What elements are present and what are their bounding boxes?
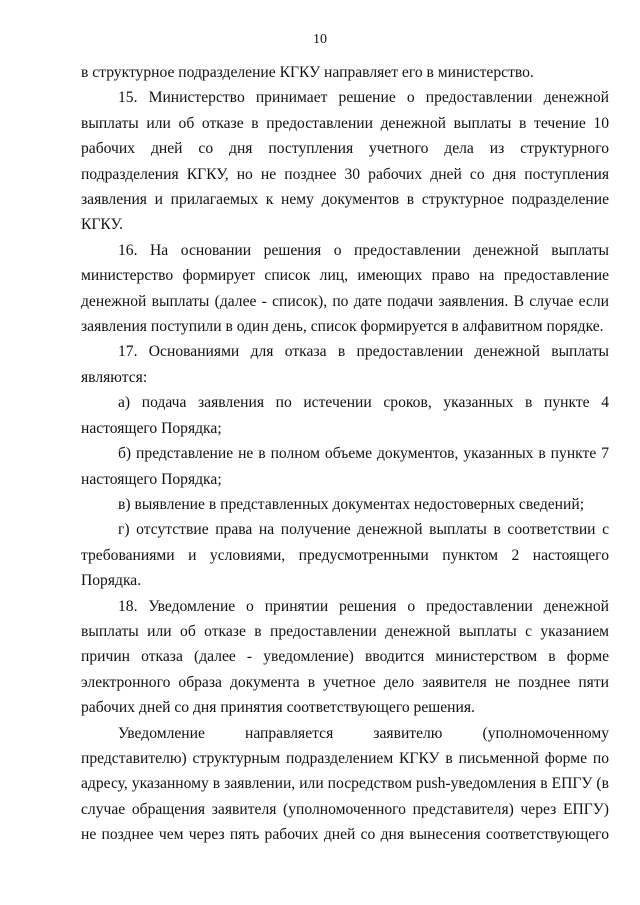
list-item-v: в) выявление в представленных документах недостоверных сведений; — [118, 495, 585, 513]
paragraph-18: 18. Уведомление о принятии решения о предоставлении денежной выплаты или об отказе в предоставлении денежной выплаты с указанием причин отказа (далее - уведомление) вводится министерством в форме электронного образа документа в учетное дело заявителя не позднее пяти рабочих дней со дня принятия соответствующего решения. — [81, 597, 609, 717]
page-number: 10 — [313, 32, 327, 47]
list-item-g: г) отсутствие права на получение денежной выплаты в соответствии с требованиями и условиями, предусмотренными пунктом 2 настоящего Порядка. — [81, 521, 609, 590]
paragraph-continuation: в структурное подразделение КГКУ направляет его в министерство. — [81, 64, 534, 81]
list-item-a: а) подача заявления по истечении сроков, указанных в пункте 4 настоящего Порядка; — [81, 394, 609, 437]
list-item-b: б) представление не в полном объеме документов, указанных в пункте 7 настоящего Порядка; — [81, 445, 609, 488]
paragraph-17: 17. Основаниями для отказа в предоставлении денежной выплаты являются: — [81, 343, 609, 386]
paragraph-16: 16. На основании решения о предоставлении денежной выплаты министерство формирует список лиц, имеющих право на предоставление денежной выплаты (далее - список), по дате подачи заявления. В случае если заявления поступили в один день, список формируется в алфавитном порядке. — [81, 241, 609, 336]
paragraph-notification: Уведомление направляется заявителю (уполномоченному представителю) структурным подразделением КГКУ в письменной форме по адресу, указанному в заявлении, или посредством push-уведомления в ЕПГУ (в случае обращения заявителя (уполномоченного представителя) через ЕПГУ) не позднее чем через пять рабочих дней со дня вынесения соответствующего — [81, 724, 609, 844]
paragraph-15: 15. Министерство принимает решение о предоставлении денежной выплаты или об отказе в предоставлении денежной выплаты в течение 10 рабочих дней со дня поступления учетного дела из структурного подразделения КГКУ, но не позднее 30 рабочих дней со дня поступления заявления и прилагаемых к нему документов в структурное подразделение КГКУ. — [81, 89, 609, 234]
document-body — [81, 60, 609, 848]
